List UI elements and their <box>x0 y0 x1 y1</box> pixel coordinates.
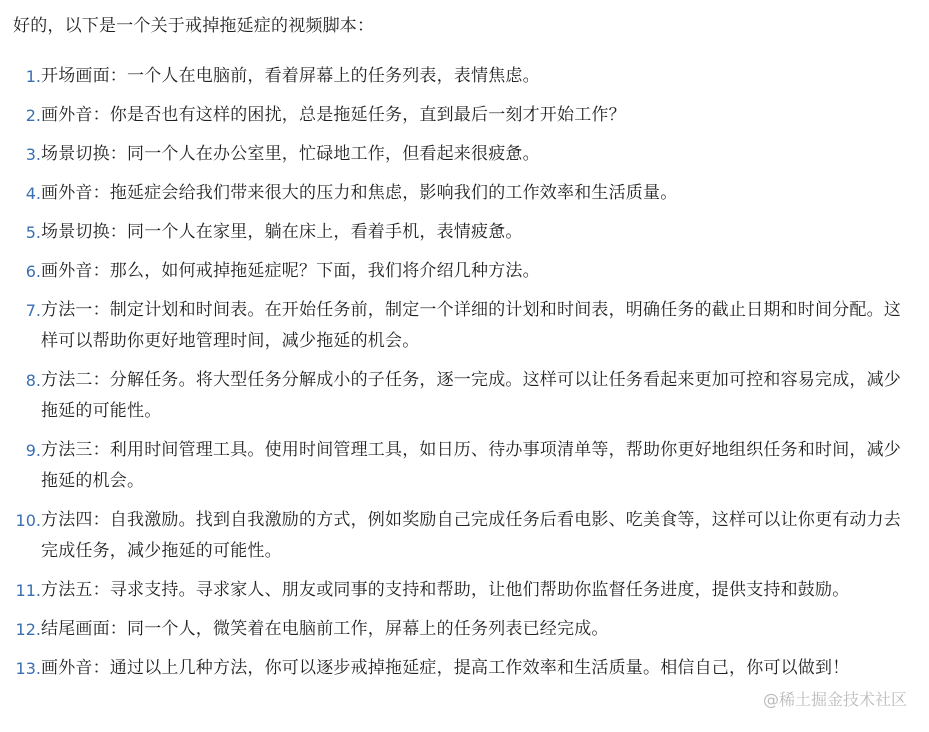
list-item <box>13 139 913 170</box>
list-item <box>13 178 913 209</box>
list-item <box>13 435 913 497</box>
list-item <box>13 575 913 606</box>
list-item-text: 画外音：通过以上几种方法，你可以逐步戒掉拖延症，提高工作效率和生活质量。相信自己，你可以做到！ <box>41 658 850 678</box>
list-item-text: 开场画面：一个人在电脑前，看着屏幕上的任务列表，表情焦虑。 <box>41 66 540 86</box>
list-item <box>13 295 913 357</box>
list-item-number: 12. <box>15 620 41 639</box>
list-item-text: 方法五：寻求支持。寻求家人、朋友或同事的支持和帮助，让他们帮助你监督任务进度，提供支持和鼓励。 <box>41 580 850 600</box>
list-item-number: 8. <box>25 371 41 390</box>
list-item <box>13 505 913 567</box>
list-item-number: 10. <box>15 511 41 530</box>
list-item-text: 场景切换：同一个人在家里，躺在床上，看着手机，表情疲惫。 <box>41 222 523 242</box>
list-item-number: 5. <box>25 223 41 242</box>
list-item-number: 2. <box>25 106 41 125</box>
list-item-text: 方法三：利用时间管理工具。使用时间管理工具，如日历、待办事项清单等，帮助你更好地组织任务和时间，减少拖延的机会。 <box>41 440 901 491</box>
list-item <box>13 256 913 287</box>
list-item-text: 画外音：那么，如何戒掉拖延症呢？下面，我们将介绍几种方法。 <box>41 261 540 281</box>
list-item-number: 4. <box>25 184 41 203</box>
list-item <box>13 61 913 92</box>
script-list <box>13 61 913 684</box>
list-item-number: 1. <box>25 67 41 86</box>
list-item-text: 画外音：拖延症会给我们带来很大的压力和焦虑，影响我们的工作效率和生活质量。 <box>41 183 678 203</box>
list-item-text: 结尾画面：同一个人，微笑着在电脑前工作，屏幕上的任务列表已经完成。 <box>41 619 609 639</box>
list-item-text: 画外音：你是否也有这样的困扰，总是拖延任务，直到最后一刻才开始工作？ <box>41 105 626 125</box>
list-item-number: 3. <box>25 145 41 164</box>
list-item-number: 7. <box>25 301 41 320</box>
list-item-number: 9. <box>25 441 41 460</box>
script-document <box>13 0 913 692</box>
list-item-text: 方法一：制定计划和时间表。在开始任务前，制定一个详细的计划和时间表，明确任务的截止日期和时间分配。这样可以帮助你更好地管理时间，减少拖延的机会。 <box>41 300 901 351</box>
list-item-text: 方法四：自我激励。找到自我激励的方式，例如奖励自己完成任务后看电影、吃美食等，这样可以让你更有动力去完成任务，减少拖延的可能性。 <box>41 510 901 561</box>
list-item <box>13 100 913 131</box>
list-item <box>13 365 913 427</box>
list-item <box>13 217 913 248</box>
list-item <box>13 614 913 645</box>
list-item-text: 场景切换：同一个人在办公室里，忙碌地工作，但看起来很疲惫。 <box>41 144 540 164</box>
list-item <box>13 653 913 684</box>
list-item-number: 6. <box>25 262 41 281</box>
list-item-text: 方法二：分解任务。将大型任务分解成小的子任务，逐一完成。这样可以让任务看起来更加可控和容易完成，减少拖延的可能性。 <box>41 370 901 421</box>
watermark: @稀土掘金技术社区 <box>762 690 907 709</box>
list-item-number: 11. <box>15 581 41 600</box>
intro-text: 好的，以下是一个关于戒掉拖延症的视频脚本： <box>13 16 375 36</box>
list-item-number: 13. <box>15 659 41 678</box>
